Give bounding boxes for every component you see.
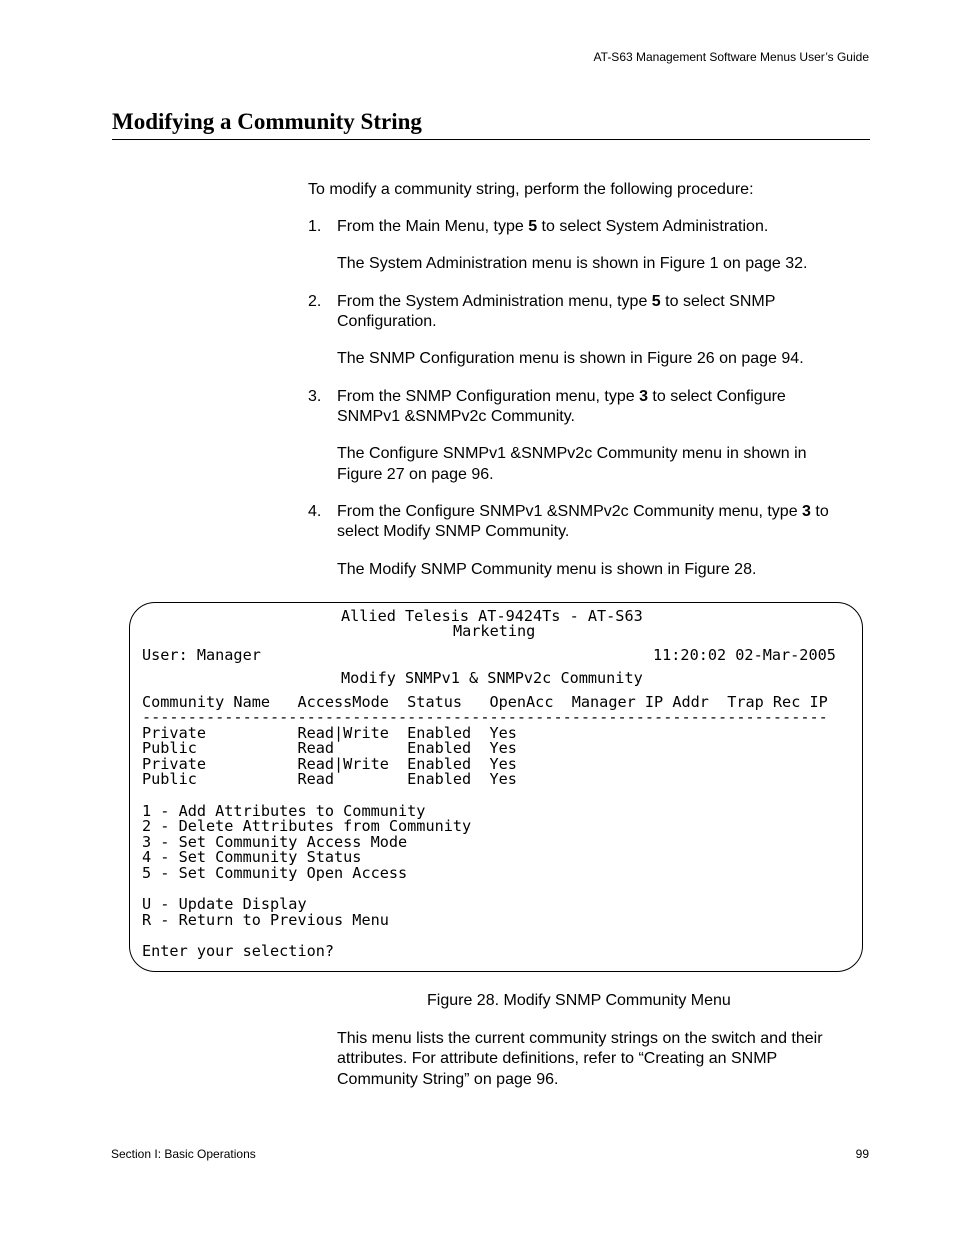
footer-section: Section I: Basic Operations bbox=[111, 1147, 256, 1161]
intro-text: To modify a community string, perform the following procedure: bbox=[308, 181, 754, 198]
step-note: The Configure SNMPv1 &SNMPv2c Community menu in shown in bbox=[337, 445, 807, 462]
figure-caption: Figure 28. Modify SNMP Community Menu bbox=[427, 992, 731, 1009]
menu-option: U - Update Display bbox=[142, 895, 307, 913]
step-instruction: From the Configure SNMPv1 &SNMPv2c Community menu, type 3 to bbox=[337, 503, 829, 520]
step-instruction-cont: select Modify SNMP Community. bbox=[337, 523, 570, 540]
step-number: 3. bbox=[308, 388, 322, 405]
terminal-menu-title: Modify SNMPv1 & SNMPv2c Community bbox=[341, 669, 643, 687]
section-title: Modifying a Community String bbox=[112, 108, 870, 140]
community-row: Private Read|Write Enabled Yes bbox=[142, 755, 517, 773]
step-note: The SNMP Configuration menu is shown in Figure 26 on page 94. bbox=[337, 350, 804, 367]
menu-option: 5 - Set Community Open Access bbox=[142, 864, 408, 882]
terminal-prompt: Enter your selection? bbox=[142, 942, 335, 960]
menu-key: 5 bbox=[651, 293, 661, 310]
step-instruction: From the Main Menu, type 5 to select System Administration. bbox=[337, 218, 769, 235]
menu-option: 3 - Set Community Access Mode bbox=[142, 833, 408, 851]
menu-key: 5 bbox=[528, 218, 538, 235]
step-instruction-cont: SNMPv1 &SNMPv2c Community. bbox=[337, 408, 575, 425]
menu-option: 1 - Add Attributes to Community bbox=[142, 802, 426, 820]
community-row: Public Read Enabled Yes bbox=[142, 739, 517, 757]
step-number: 2. bbox=[308, 293, 322, 310]
running-header: AT-S63 Management Software Menus User’s Guide bbox=[593, 50, 869, 64]
closing-paragraph-line: Community String” on page 96. bbox=[337, 1071, 559, 1088]
menu-key: 3 bbox=[802, 503, 811, 520]
menu-option: 2 - Delete Attributes from Community bbox=[142, 817, 472, 835]
terminal-screen bbox=[129, 602, 863, 972]
step-number: 1. bbox=[308, 218, 322, 235]
step-instruction: From the SNMP Configuration menu, type 3 to select Configure bbox=[337, 388, 786, 405]
community-row: Public Read Enabled Yes bbox=[142, 770, 517, 788]
step-instruction: From the System Administration menu, type 5 to select SNMP bbox=[337, 293, 776, 310]
step-note: The Modify SNMP Community menu is shown in Figure 28. bbox=[337, 561, 757, 578]
community-row: Private Read|Write Enabled Yes bbox=[142, 724, 517, 742]
step-note: The System Administration menu is shown in Figure 1 on page 32. bbox=[337, 255, 808, 272]
terminal-subtitle: Marketing bbox=[453, 622, 536, 640]
page-number: 99 bbox=[855, 1147, 869, 1161]
terminal-separator: --------------------------------------------------------------------------- bbox=[142, 708, 828, 726]
closing-paragraph-line: attributes. For attribute definitions, refer to “Creating an SNMP bbox=[337, 1050, 778, 1067]
menu-option: R - Return to Previous Menu bbox=[142, 911, 389, 929]
terminal-datetime: 11:20:02 02-Mar-2005 bbox=[653, 646, 836, 664]
menu-option: 4 - Set Community Status bbox=[142, 848, 362, 866]
step-instruction-cont: Configuration. bbox=[337, 313, 437, 330]
step-number: 4. bbox=[308, 503, 322, 520]
terminal-user: User: Manager bbox=[142, 646, 261, 664]
step-note-cont: Figure 27 on page 96. bbox=[337, 466, 494, 483]
closing-paragraph-line: This menu lists the current community strings on the switch and their bbox=[337, 1030, 823, 1047]
terminal-column-headers: Community Name AccessMode Status OpenAcc Manager IP Addr Trap Rec IP bbox=[142, 693, 828, 711]
terminal-title: Allied Telesis AT-9424Ts - AT-S63 bbox=[341, 607, 643, 625]
menu-key: 3 bbox=[639, 388, 648, 405]
